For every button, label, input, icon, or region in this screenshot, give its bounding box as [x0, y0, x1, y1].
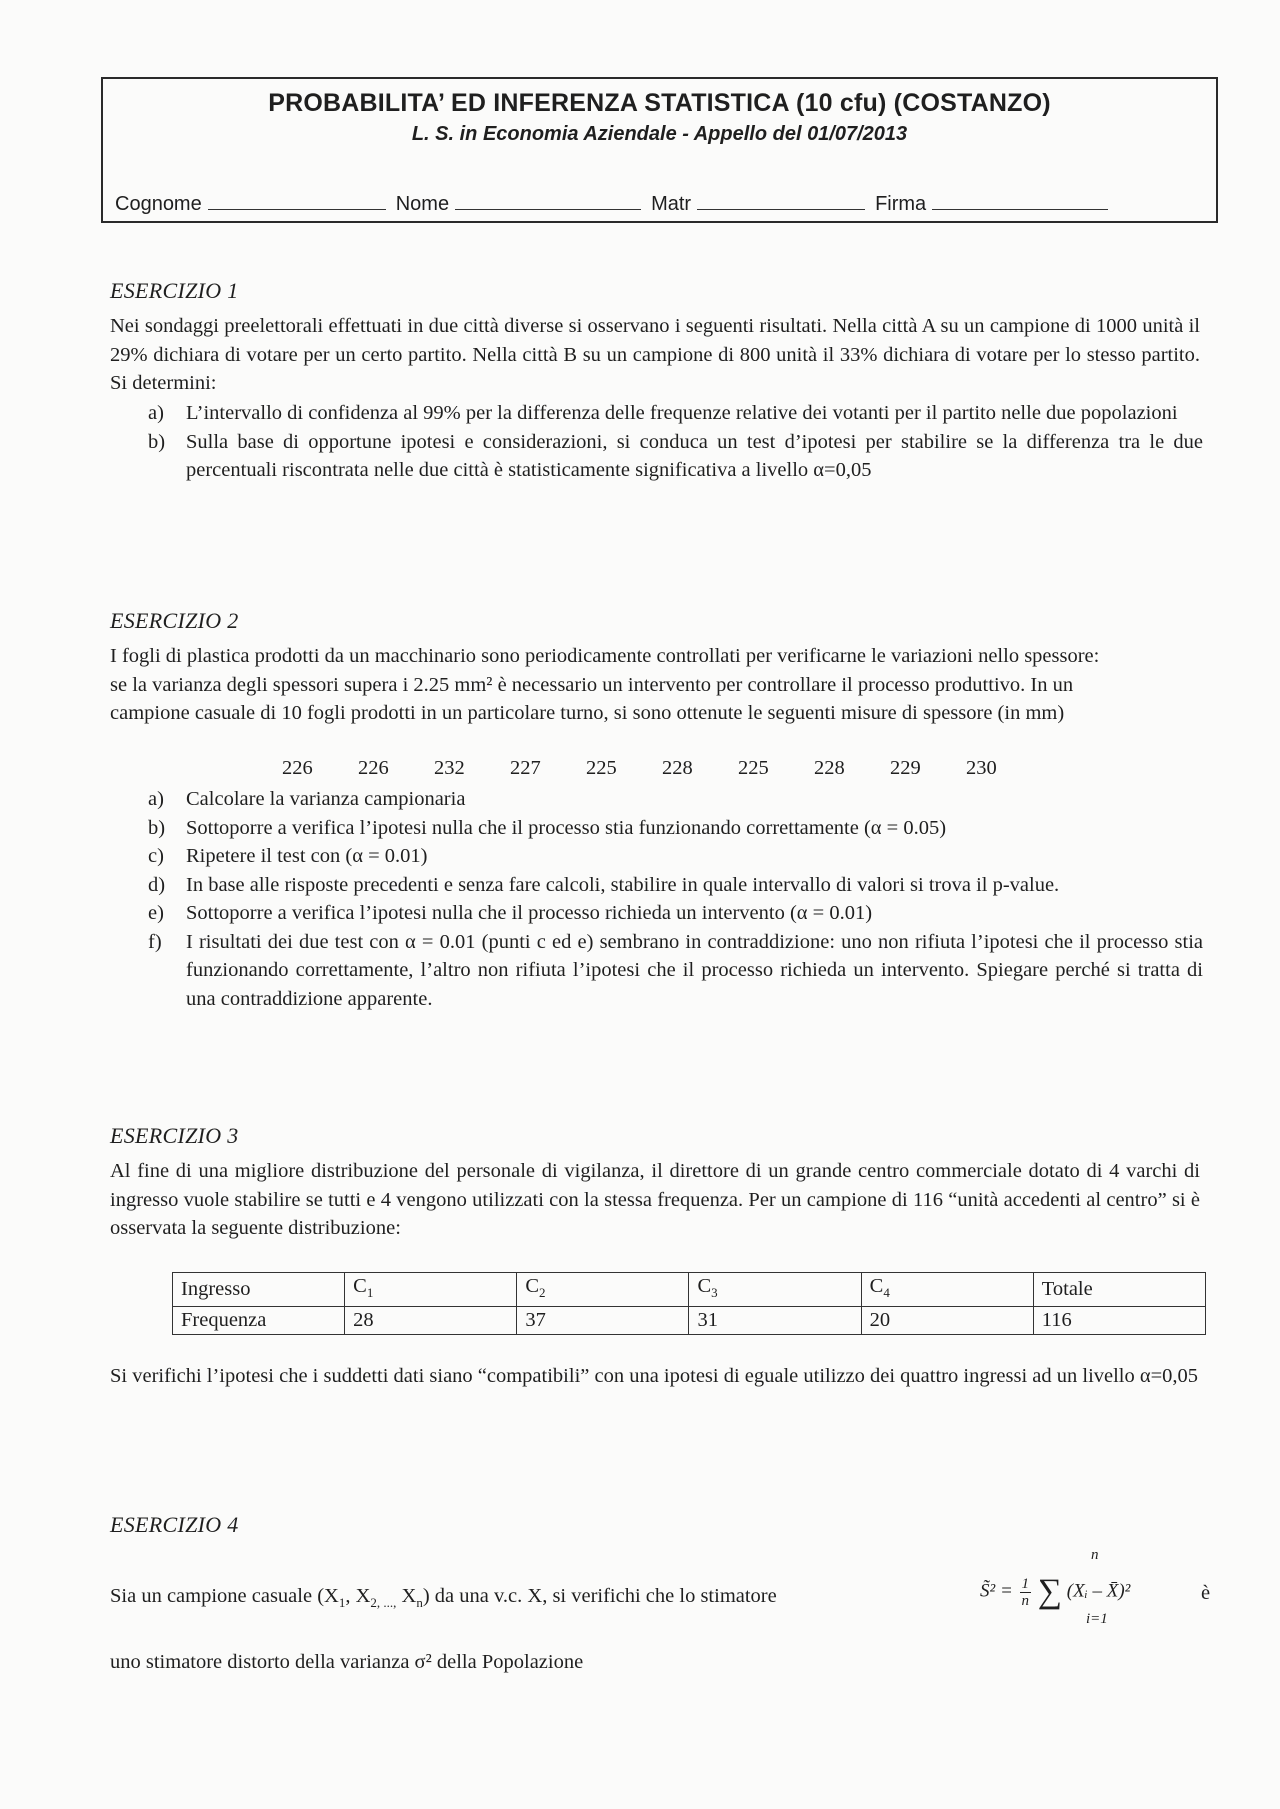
ex1-items [148, 399, 1203, 485]
field-label-cognome: Cognome [115, 193, 202, 215]
measure-value: 230 [966, 757, 997, 779]
field-label-firma: Firma [875, 193, 927, 215]
table-row [173, 1307, 1206, 1335]
table-cell: Ingresso [173, 1273, 345, 1307]
table-cell: Frequenza [173, 1307, 345, 1335]
ex2-title: ESERCIZIO 2 [110, 608, 239, 633]
ex3-text: Al fine di una migliore distribuzione del personale di vigilanza, il direttore di un grande centro commerciale dotato di 4 varchi di ingresso vuole stabilire se tutti e 4 vengono utilizzati con la stessa frequenza. Per un campione di 116 “unità accedenti al centro” si è osservata la seguente distribuzione: [110, 1160, 1200, 1239]
item-label: a) [148, 402, 164, 424]
text-part: X [396, 1585, 417, 1607]
table-cell: 116 [1033, 1307, 1205, 1335]
text-part: , X [345, 1585, 371, 1607]
sum-lower-limit: i=1 [1086, 1611, 1108, 1627]
cell-text: C [697, 1275, 712, 1297]
table-cell: 28 [345, 1307, 517, 1335]
item-text: Ripetere il test con (α = 0.01) [186, 845, 428, 867]
ex4-verb: è [1201, 1582, 1211, 1604]
nome-input-line[interactable] [455, 191, 641, 210]
sigma-symbol: ∑ [1037, 1573, 1063, 1610]
sum-upper-limit: n [1091, 1547, 1099, 1563]
item-text: I risultati dei due test con α = 0.01 (punti c ed e) sembrano in contraddizione: uno non rifiuta l’ipotesi che il processo stia funzionando correttamente, l’altro non rifiuta l’ipotesi che il processo richieda un intervento. Spiegare perché si tratta di una contraddizione apparente. [186, 930, 1203, 1010]
measure-value: 232 [434, 757, 465, 779]
measure-value: 226 [358, 757, 389, 779]
item-label: a) [148, 788, 164, 810]
table-cell [517, 1273, 689, 1307]
item-text: Sottoporre a verifica l’ipotesi nulla che il processo richieda un intervento (α = 0.01) [186, 902, 873, 924]
ex3-question: Si verifichi l’ipotesi che i suddetti dati siano “compatibili” con una ipotesi di eguale utilizzo dei quattro ingressi ad un livello α=0,05 [110, 1365, 1199, 1387]
formula-lhs: S̃² = [980, 1580, 1013, 1602]
text-part: ) da una v.c. X, si verifichi che lo stimatore [422, 1585, 777, 1607]
firma-input-line[interactable] [932, 191, 1108, 210]
student-fields [115, 191, 1204, 216]
estimator-formula [980, 1547, 1190, 1633]
formula-summand: (Xᵢ – X̄)² [1066, 1580, 1131, 1602]
measure-value: 227 [510, 757, 541, 779]
sub-part: n [416, 1595, 423, 1611]
cell-sub: 1 [366, 1285, 374, 1301]
cognome-input-line[interactable] [208, 191, 386, 210]
table-cell [689, 1273, 861, 1307]
ex3-title: ESERCIZIO 3 [110, 1123, 239, 1148]
field-label-nome: Nome [395, 193, 450, 215]
measure-value: 228 [814, 757, 845, 779]
table-cell [345, 1273, 517, 1307]
exam-subtitle: L. S. in Economia Aziendale - Appello del 01/07/2013 [411, 123, 908, 145]
table-cell: 37 [517, 1307, 689, 1335]
ex2-item-b [148, 814, 1203, 843]
item-label: b) [148, 430, 166, 453]
measure-value: 226 [282, 757, 313, 779]
measure-value: 225 [738, 757, 769, 779]
sub-part: 1 [338, 1595, 346, 1611]
table-cell: 31 [689, 1307, 861, 1335]
item-label: b) [148, 816, 166, 839]
measure-value: 229 [890, 757, 921, 779]
item-label: d) [148, 873, 166, 896]
ex2-item-c [148, 842, 1203, 871]
ex1-item-a [148, 399, 1203, 428]
cell-text: C [525, 1275, 539, 1297]
table-row [173, 1273, 1206, 1307]
table-cell: 20 [861, 1307, 1033, 1335]
ex2-item-e [148, 899, 1203, 928]
formula-body [980, 1573, 1130, 1611]
cell-sub: 4 [883, 1285, 890, 1301]
cell-text: C [353, 1275, 367, 1297]
item-label: f) [148, 930, 162, 953]
item-label: c) [148, 845, 164, 867]
ex1-item-b [148, 428, 1203, 485]
header-box [101, 77, 1218, 223]
ex4-title: ESERCIZIO 4 [110, 1512, 239, 1537]
fraction-numerator: 1 [1021, 1575, 1030, 1592]
item-text: L’intervallo di confidenza al 99% per la differenza delle frequenze relative dei votanti per il partito nelle due popolazioni [186, 402, 1178, 424]
ex4-text-line2: uno stimatore distorto della varianza σ² della Popolazione [110, 1651, 584, 1673]
item-text: Sottoporre a verifica l’ipotesi nulla che il processo stia funzionando correttamente (α = 0.05) [186, 816, 947, 839]
frequency-table [172, 1272, 1206, 1335]
text-part: Sia un campione casuale (X [110, 1585, 339, 1607]
measure-value: 225 [586, 757, 617, 779]
item-text: Sulla base di opportune ipotesi e considerazioni, si conduca un test d’ipotesi per stabilire se la differenza tra le due percentuali riscontrata nelle due città è statisticamente significativa a livello α=0,05 [186, 430, 1203, 481]
measure-value: 228 [662, 757, 693, 779]
cell-sub: 3 [711, 1285, 718, 1301]
item-text: In base alle risposte precedenti e senza fare calcoli, stabilire in quale intervallo di valori si trova il p-value. [186, 873, 1060, 896]
table-cell [861, 1273, 1033, 1307]
ex2-item-d [148, 871, 1203, 900]
ex2-items [148, 785, 1203, 1013]
ex2-item-a [148, 785, 1203, 814]
matr-input-line[interactable] [697, 191, 865, 210]
fraction-denominator: n [1021, 1592, 1030, 1609]
cell-sub: 2 [539, 1285, 546, 1301]
formula-fraction [1020, 1576, 1032, 1609]
item-text: Calcolare la varianza campionaria [186, 788, 466, 810]
ex4-text-line1 [110, 1582, 990, 1618]
ex1-title: ESERCIZIO 1 [110, 278, 239, 303]
ex2-text: I fogli di plastica prodotti da un macchinario sono periodicamente controllati per verificarne le variazioni nello spessore: se la varianza degli spessori supera i 2.25 mm² è necessario un intervento per controllare il processo produttivo. In un campione casuale di 10 fogli prodotti in un particolare turno, si sono ottenute le seguenti misure di spessore (in mm) [110, 645, 1100, 724]
item-label: e) [148, 902, 164, 924]
ex2-measures [282, 757, 1042, 780]
ex1-text: Nei sondaggi preelettorali effettuati in due città diverse si osservano i seguenti risultati. Nella città A su un campione di 1000 unità il 29% dichiara di votare per un certo partito. Nella città B su un campione di 800 unità il 33% dichiara di votare per lo stesso partito. Si determini: [110, 315, 1200, 394]
ex2-item-f [148, 928, 1203, 1014]
exam-title: PROBABILITA’ ED INFERENZA STATISTICA (10 cfu) (COSTANZO) [268, 89, 1051, 117]
field-label-matr: Matr [651, 193, 692, 215]
cell-text: C [869, 1275, 884, 1297]
table-cell: Totale [1033, 1273, 1205, 1307]
sub-part: 2, ..., [370, 1595, 397, 1611]
